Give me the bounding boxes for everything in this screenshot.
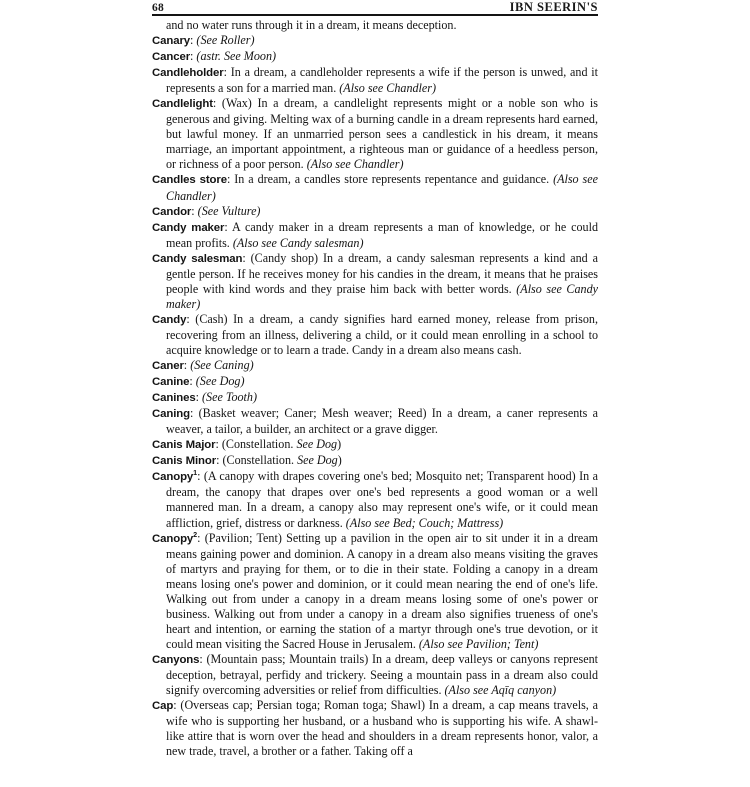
entry-definition-text: (Pavilion; Tent) Setting up a pavilion in the open air to sit under it in a dream means gaining power and dominion. A canopy in a dream also means visiting the graves of martyrs and praying for them, or to die in their state. Folding a canopy in a dream means losing one's power and dominion, or it could mean nearing the end of one's life. Walking out from under a canopy in a dream means losing some of one's power or business. Walking out from under a canopy in a dream also signifies trueness of one's heart and intention, or earning the station of a martyr through one's true devotion, or it could mean visiting the Sacred House in Jerusalem. (166, 530, 599, 651)
dictionary-entry (152, 374, 598, 390)
entry-definition-text: (Constellation. (221, 437, 297, 452)
entry-separator: : (215, 437, 222, 452)
entry-headword: Cancer (152, 51, 191, 64)
entry-definition-text: (Overseas cap; Persian toga; Roman toga; Shawl) In a dream, a cap means travels, a wife who is supporting her husband, or a husband who is supporting his wife. A shawl-like attire that is worn over the head and shoulders in a dream represents honor, valor, a new trade, travel, a brother or a father. Taking off a (166, 698, 598, 759)
entry-separator: : (197, 530, 205, 545)
dictionary-entry (152, 469, 598, 530)
entry-separator: : (197, 469, 204, 484)
entry-headword: Candor (152, 205, 192, 218)
entry-headword: Candlelight (152, 98, 213, 111)
entry-separator: : (199, 651, 207, 666)
entry-headword: Candles store (152, 174, 227, 187)
entry-definition-text: (Cash) In a dream, a candy signifies hard earned money, release from prison, recovering from an illness, delivering a child, or it could mean enrolling in a school to acquire knowledge or to learn a trade. Candy in a dream also means cash. (166, 311, 598, 357)
entry-separator: : (224, 219, 232, 234)
entry-definition-text: (Candy shop) In a dream, a candy salesman represents a kind and a gentle person. If he receives money for his candies in the dream, it means that he praises people with kind words and they praise him back with better words. (166, 250, 598, 296)
entry-separator: : (242, 250, 251, 265)
entry-definition-text: A candy maker in a dream represents a man of knowledge, or he could mean profits. (166, 219, 599, 250)
continued-paragraph: and no water runs through it in a dream, it means deception. (166, 18, 457, 32)
entry-separator: : (216, 453, 223, 468)
entry-cross-reference: (Also see Candy maker) (166, 281, 599, 311)
dictionary-entry (152, 172, 598, 203)
entry-headword: Candy (152, 313, 187, 326)
entry-cross-reference: (astr. See Moon) (196, 49, 277, 64)
entry-separator: : (226, 172, 235, 187)
book-title: IBN SEERIN'S (509, 0, 598, 14)
entry-definition-text: In a dream, a candles store represents repentance and guidance. (234, 172, 554, 187)
entry-headword: Canis Major (152, 439, 216, 452)
entry-headword: Canopy$^2$ (152, 529, 198, 545)
entry-headword: Candleholder (152, 67, 224, 80)
dictionary-entry (152, 652, 598, 698)
entry-definition-text: (A canopy with drapes covering one's bed; Mosquito net; Transparent hood) In a dream, the canopy that drapes over one's bed represents a good woman or a well mannered man. In a dream, a canopy also may represent one's wife, or it could mean affliction, grief, distress or darkness. (166, 469, 599, 530)
entry-cross-reference: (See Vulture) (197, 203, 261, 218)
entry-headword: Canary (152, 35, 191, 48)
entry-cross-reference: (Also see Chandler) (339, 81, 437, 96)
dictionary-entry (152, 437, 598, 453)
entry-headword: Canines (152, 392, 196, 405)
entry-definition-text: In a dream, a candleholder represents a wife if the person is unwed, and it represents a son for a married man. (166, 65, 598, 96)
entry-cross-reference: (Also see Chandler) (306, 157, 404, 172)
dictionary-entry (152, 65, 598, 96)
entry-separator: : (189, 374, 196, 389)
dictionary-entry (152, 204, 598, 220)
dictionary-entry (152, 390, 598, 406)
dictionary-entry (152, 453, 598, 469)
entry-headword: Candy maker (152, 221, 225, 234)
entry-separator: : (183, 358, 191, 373)
entry-definition-text: (Constellation. (222, 453, 298, 468)
entry-separator: : (223, 65, 231, 80)
entry-homograph-number: 1 (193, 468, 198, 478)
entry-separator: : (173, 698, 181, 713)
header-rule (152, 14, 598, 16)
entry-headword: Caning (152, 408, 190, 421)
text-column (152, 18, 598, 759)
dictionary-entry (152, 312, 598, 358)
entry-definition-text: (Mountain pass; Mountain trails) In a dream, deep valleys or canyons represent deception, betrayal, perfidy and trickery. Seeing a mountain pass in a dream also could signify overcoming adversities or relief from difficulties. (166, 651, 598, 698)
entry-cross-reference: (See Tooth) (202, 390, 257, 405)
dictionary-entry (152, 220, 598, 251)
dictionary-entry (152, 251, 598, 312)
page-number: 68 (152, 2, 164, 14)
entry-cross-reference: (See Caning) (190, 358, 254, 373)
entry-cross-reference: (Also see Bed; Couch; Mattress) (345, 515, 504, 530)
entry-cross-reference: (Also see Chandler) (166, 172, 598, 203)
entry-headword: Caner (152, 360, 184, 373)
dictionary-entry (152, 358, 598, 374)
entry-cross-reference: (Also see Candy salesman) (232, 235, 364, 250)
entry-headword: Canis Minor (152, 455, 217, 468)
entry-cross-reference: (See Dog) (195, 374, 245, 389)
entry-cross-reference: See Dog (297, 453, 338, 468)
entry-separator: : (212, 96, 222, 111)
dictionary-entry (152, 49, 598, 65)
dictionary-entry (152, 531, 598, 652)
dictionary-entry-list (152, 33, 598, 759)
entry-cross-reference: (Also see Aqīq canyon) (444, 683, 557, 698)
dictionary-entry (152, 96, 598, 172)
entry-cross-reference: (See Roller) (196, 33, 255, 48)
entry-cross-reference: See Dog (296, 437, 338, 452)
entry-separator: : (191, 203, 198, 218)
entry-definition-text: ) (337, 437, 342, 452)
entry-headword: Canopy$^1$ (152, 468, 198, 484)
entry-separator: : (195, 390, 203, 405)
entry-separator: : (190, 49, 197, 64)
dictionary-entry (152, 33, 598, 49)
entry-headword: Cap (152, 700, 174, 713)
entry-cross-reference: (Also see Pavilion; Tent) (418, 636, 539, 651)
entry-definition-text: (Basket weaver; Caner; Mesh weaver; Reed) In a dream, a caner represents a weaver, a tailor, a builder, an architect or a grave digger. (166, 406, 598, 437)
dictionary-entry (152, 698, 598, 759)
entry-definition-text: (Wax) In a dream, a candlelight represents might or a noble son who is generous and giving. Melting wax of a burning candle in a dream represents hard earned, but lawful money. If an unmarried person sees a candlestick in his dream, it means marriage, an important appointment, a righteous man or guidance of a heedless person, or richness of a poor person. (166, 96, 598, 172)
entry-headword: Candy salesman (152, 252, 243, 265)
entry-headword: Canyons (152, 653, 200, 666)
entry-separator: : (190, 406, 199, 421)
entry-separator: : (190, 33, 197, 48)
entry-separator: : (186, 311, 196, 326)
entry-homograph-number: 2 (193, 529, 198, 539)
dictionary-entry (152, 406, 598, 437)
entry-headword: Canine (152, 376, 190, 389)
entry-definition-text: ) (337, 453, 342, 468)
